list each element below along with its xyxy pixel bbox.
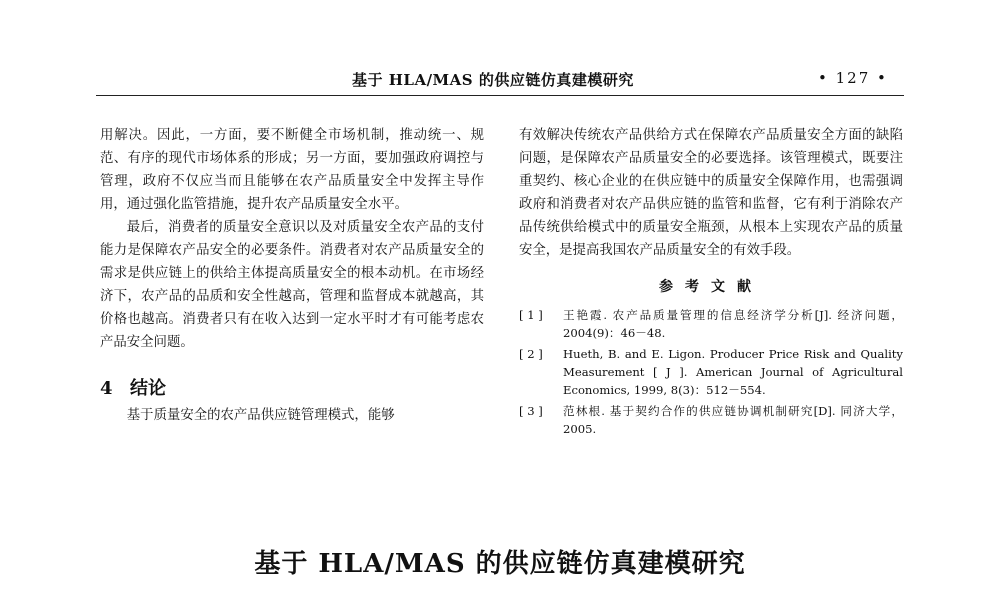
reference-number: [ 1 ]: [519, 308, 543, 322]
next-article-title: 基于 HLA/MAS 的供应链仿真建模研究: [254, 549, 746, 579]
references-list: [519, 306, 903, 438]
reference-item: [519, 306, 903, 342]
reference-text: 王艳霞. 农产品质量管理的信息经济学分析[J]. 经济问题，2004(9)：46－48.: [563, 308, 903, 340]
reference-item: [519, 402, 903, 438]
reference-text: 范林根. 基于契约合作的供应链协调机制研究[D]. 同济大学，2005.: [563, 404, 903, 436]
right-paragraph-1: 有效解决传统农产品供给方式在保障农产品质量安全方面的缺陷问题，是保障农产品质量安全的必要选择。该管理模式，既要注重契约、核心企业的在供应链中的质量安全保障作用，也需强调政府和消费者对农产品供应链的监管和监督，它有利于消除农产品传统供给模式中的质量安全瓶颈，从根本上实现农产品的质量安全，是提高我国农产品质量安全的有效手段。: [519, 128, 903, 258]
left-paragraph-2: 最后，消费者的质量安全意识以及对质量安全农产品的支付能力是保障农产品安全的必要条件。消费者对农产品质量安全的需求是供应链上的供给主体提高质量安全的根本动机。在市场经济下，农产品的品质和安全性越高，管理和监督成本就越高，其价格也越高。消费者只有在收入达到一定水平时才有可能考虑农产品安全问题。: [100, 220, 484, 350]
left-paragraph-1: 用解决。因此，一方面，要不断健全市场机制，推动统一、规范、有序的现代市场体系的形成；另一方面，要加强政府调控与管理，政府不仅应当而且能够在农产品质量安全中发挥主导作用，通过强化监管措施，提升农产品质量安全水平。: [100, 128, 484, 212]
left-column: [100, 124, 484, 427]
reference-item: [519, 345, 903, 399]
reference-text: Hueth, B. and E. Ligon. Producer Price Risk and Quality Measurement [ J ]. American Journal of Agricultural Economics, 1999, 8(3)：512－554.: [563, 347, 903, 397]
references-title: 参考文献: [659, 279, 763, 295]
section-title: 结论: [130, 378, 166, 399]
header-rule: [96, 95, 904, 96]
page-number: • 127 •: [818, 69, 888, 87]
right-column: [519, 124, 903, 441]
section-number: 4: [100, 378, 113, 399]
section-heading: [100, 374, 484, 404]
left-paragraph-3: 基于质量安全的农产品供应链管理模式，能够: [126, 408, 395, 423]
reference-number: [ 3 ]: [519, 404, 543, 418]
reference-number: [ 2 ]: [519, 347, 543, 361]
running-title: 基于 HLA/MAS 的供应链仿真建模研究: [352, 71, 634, 89]
